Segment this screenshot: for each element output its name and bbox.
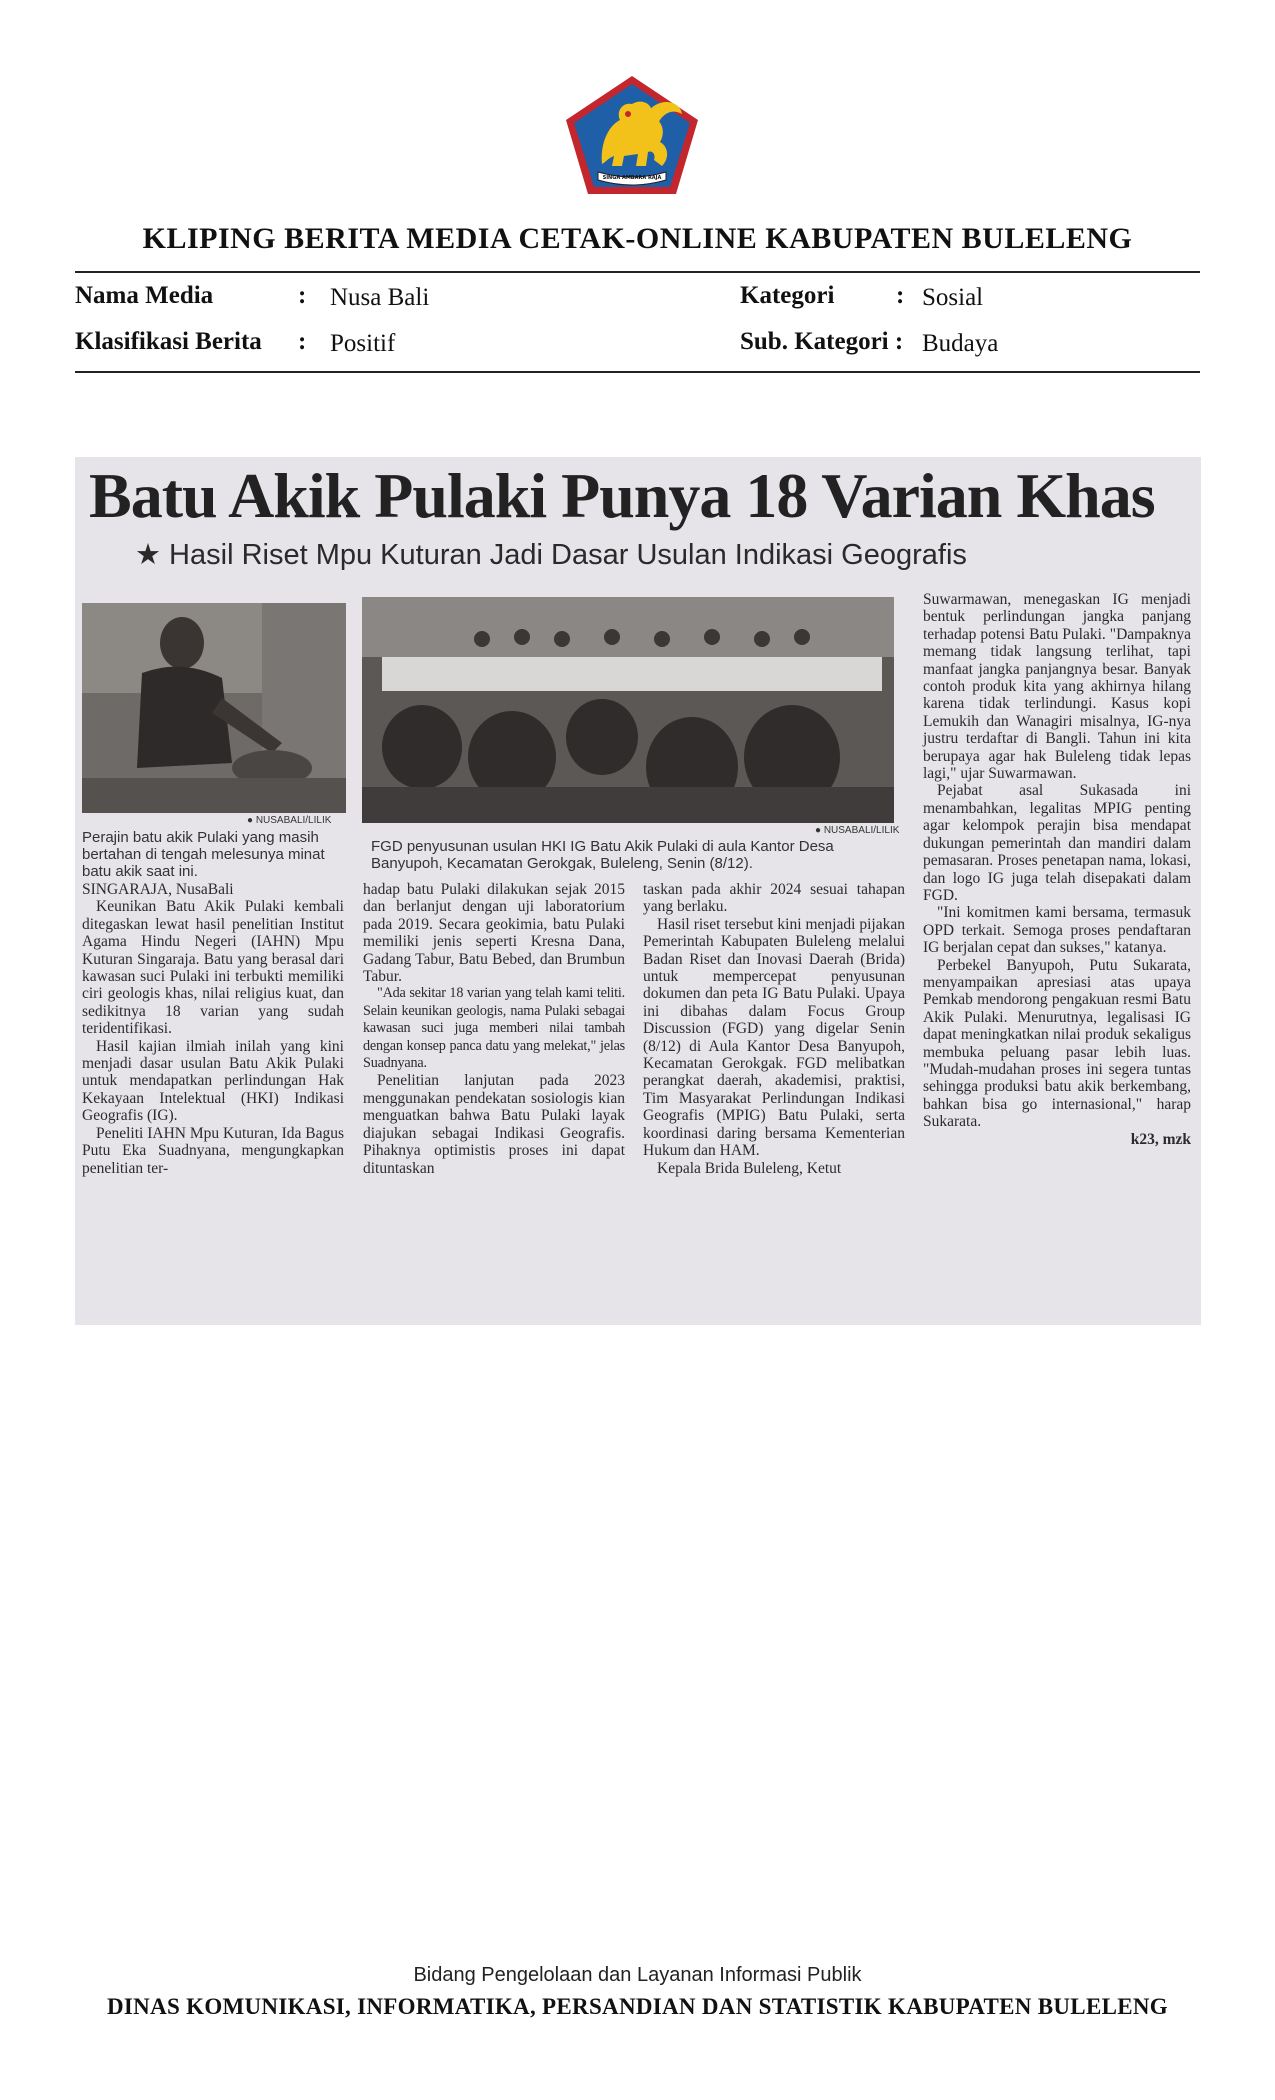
singa-ambara-raja-logo bbox=[562, 74, 702, 198]
footer-unit: Bidang Pengelolaan dan Layanan Informasi Publik bbox=[413, 1964, 862, 1986]
logo-caption: SINGA AMBARA RAJA bbox=[602, 175, 662, 181]
category-value: Sosial bbox=[922, 284, 984, 311]
page-title: KLIPING BERITA MEDIA CETAK-ONLINE KABUPATEN BULELENG bbox=[142, 222, 1133, 255]
media-colon: : bbox=[298, 282, 307, 309]
dateline: SINGARAJA, NusaBali bbox=[82, 881, 234, 898]
category-label: Kategori bbox=[740, 282, 835, 309]
signoff: k23, mzk bbox=[1130, 1130, 1191, 1148]
bottom-divider bbox=[75, 371, 1200, 373]
paragraph: Hasil riset tersebut kini menjadi pijakan Pemerintah Kabupaten Buleleng melalui Badan Riset dan Inovasi Daerah (Brida) untuk mempercepat penyusunan dokumen dan peta IG Batu Pulaki. Upaya ini dibahas dalam Focus Group Discussion (FGD) yang digelar Senin (8/12) di Aula Kantor Desa Banyupoh, Kecamatan Gerokgak. FGD melibatkan perangkat daerah, akademisi, praktisi, Tim Masyarakat Perlindungan Indikasi Geografis (MPIG) Batu Pulaki, serta koordinasi daring bersama Kementerian Hukum dan HAM. bbox=[643, 915, 905, 1160]
paragraph: "Ini komitmen kami bersama, termasuk OPD terkait. Semoga proses pendaftaran IG berjalan cepat dan sukses," katanya. bbox=[923, 904, 1191, 957]
paragraph: Perbekel Banyupoh, Putu Sukarata, menyampaikan apresiasi atas upaya Pemkab mendorong pengakuan resmi Batu Akik Pulaki. Menurutnya, legalisasi IG dapat meningkatkan nilai produk sekaligus membuka peluang pasar lebih luas. "Mudah-mudahan proses ini segera tuntas sehingga produksi batu akik berkembang, bahkan bisa go internasional," harap Sukarata. bbox=[923, 956, 1191, 1131]
paragraph: hadap batu Pulaki dilakukan sejak 2015 dan berlanjut dengan uji laboratorium pada 2019. Secara geokimia, batu Pulaki memiliki jenis seperti Kresna Dana, Gadang Tabur, Batu Bebed, dan Brumbun Tabur. bbox=[363, 881, 625, 986]
classification-label: Klasifikasi Berita bbox=[75, 328, 262, 355]
subcategory-label: Sub. Kategori : bbox=[740, 328, 904, 355]
paragraph: Hasil kajian ilmiah inilah yang kini menjadi dasar usulan Batu Akik Pulaki untuk mendapatkan perlindungan Hak Kekayaan Intelektual (HKI) Indikasi Geografis (IG). bbox=[82, 1037, 344, 1125]
craftsman-photo bbox=[82, 603, 346, 813]
category-colon: : bbox=[896, 282, 905, 309]
paragraph: Keunikan Batu Akik Pulaki kembali ditegaskan lewat hasil penelitian Institut Agama Hindu Negeri (IAHN) Mpu Kuturan Singaraja. Batu yang berasal dari kawasan suci Pulaki ini terbukti memiliki ciri geologis khas, nilai religius kuat, dan sedikitnya 18 varian yang sudah teridentifikasi. bbox=[82, 898, 344, 1038]
article-headline: Batu Akik Pulaki Punya 18 Varian Khas bbox=[89, 460, 1155, 531]
top-divider bbox=[75, 271, 1200, 273]
classification-colon: : bbox=[298, 328, 307, 355]
article-column-4 bbox=[923, 591, 1191, 1148]
classification-value: Positif bbox=[330, 330, 396, 357]
article-column-1 bbox=[82, 881, 344, 1177]
paragraph: Pejabat asal Sukasada ini menambahkan, legalitas MPIG penting agar kelompok perajin bisa mendapat dukungan pemerintah dan mandiri dalam pemasaran. Proses penetapan nama, lokasi, dan logo IG juga telah disepakati dalam FGD. bbox=[923, 782, 1191, 904]
article-column-2 bbox=[363, 881, 625, 1177]
photo2-credit: ● NUSABALI/LILIK bbox=[815, 825, 900, 836]
photo2-caption: FGD penyusunan usulan HKI IG Batu Akik Pulaki di aula Kantor Desa Banyupoh, Kecamatan Gerokgak, Buleleng, Senin (8/12). bbox=[371, 838, 834, 872]
newspaper-clipping bbox=[75, 457, 1201, 1325]
paragraph: Suwarmawan, menegaskan IG menjadi bentuk perlindungan jangka panjang terhadap potensi Batu Pulaki. "Dampaknya memang tidak langsung terlihat, tapi manfaat jangka panjangnya besar. Banyak contoh produk kita yang akhirnya hilang karena tidak terlindungi. Kasus kopi Lemukih dan Wanagiri misalnya, IG-nya justru terdaftar di Bangli. Tahun ini kita berupaya agar hak Buleleng tidak lepas lagi," ujar Suwarmawan. bbox=[923, 591, 1191, 783]
footer-agency: DINAS KOMUNIKASI, INFORMATIKA, PERSANDIAN DAN STATISTIK KABUPATEN BULELENG bbox=[107, 1994, 1168, 2019]
media-label: Nama Media bbox=[75, 282, 214, 309]
paragraph: Penelitian lanjutan pada 2023 menggunakan pendekatan sosiologis kian menguatkan bahwa Batu Pulaki layak diajukan sebagai Indikasi Geografis. Pihaknya optimistis proses ini dapat dituntaskan bbox=[363, 1072, 625, 1177]
photo1-caption: Perajin batu akik Pulaki yang masih bertahan di tengah melesunya minat batu akik saat ini. bbox=[82, 829, 325, 880]
article-subheadline: ★ Hasil Riset Mpu Kuturan Jadi Dasar Usulan Indikasi Geografis bbox=[135, 539, 967, 571]
article-column-3 bbox=[643, 881, 905, 1177]
media-value: Nusa Bali bbox=[330, 284, 430, 311]
subcategory-value: Budaya bbox=[922, 330, 999, 357]
quote-paragraph: "Ada sekitar 18 varian yang telah kami teliti. Selain keunikan geologis, nama Pulaki sebagai kawasan suci juga memberi nilai tambah dengan konsep panca datu yang melekat," jelas Suadnyana. bbox=[363, 985, 625, 1072]
paragraph: Peneliti IAHN Mpu Kuturan, Ida Bagus Putu Eka Suadnyana, mengungkapkan penelitian ter- bbox=[82, 1124, 344, 1177]
paragraph: Kepala Brida Buleleng, Ketut bbox=[657, 1159, 842, 1177]
photo1-credit: ● NUSABALI/LILIK bbox=[247, 815, 332, 826]
fgd-meeting-photo bbox=[362, 597, 894, 823]
paragraph: taskan pada akhir 2024 sesuai tahapan yang berlaku. bbox=[643, 881, 905, 916]
